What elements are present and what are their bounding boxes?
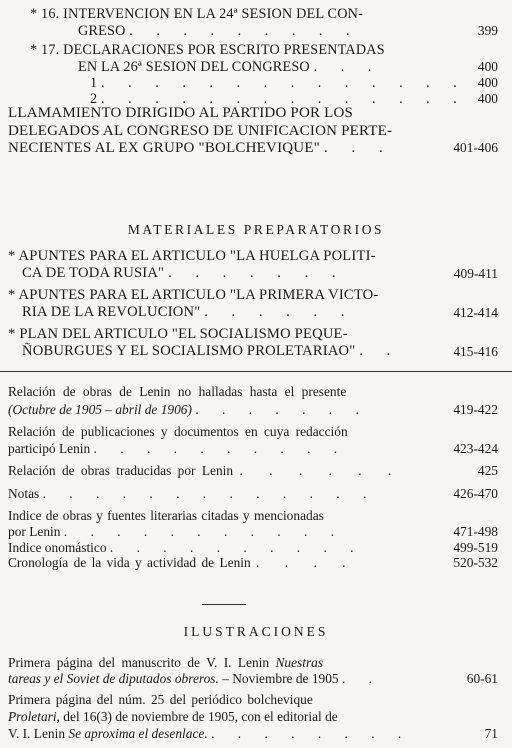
entry-title: * PLAN DEL ARTICULO "EL SOCIALISMO PEQUE- [8,326,348,342]
entry-title: * APUNTES PARA EL ARTICULO "LA PRIMERA VICTO- [8,287,379,303]
entry-title: Notas . . . . . . . . . . . . . [8,486,377,501]
entry-title-cont: EN LA 26ª SESION DEL CONGRESO . . . [78,59,382,75]
entry-title-cont: participó Lenin . . . . . . . . . . [8,441,348,456]
page-number: 471-498 [453,524,498,539]
page-number: 520-532 [453,555,498,570]
page-number: 400 [477,59,498,74]
page-number: 412-414 [453,305,498,320]
page-number: 71 [484,726,498,741]
page-number: 409-411 [453,266,498,281]
entry-title-cont: DELEGADOS AL CONGRESO DE UNIFICACION PERTE- [8,123,393,139]
entry-title: * 17. DECLARACIONES POR ESCRITO PRESENTADAS [30,42,385,58]
entry-title-cont: NECIENTES AL EX GRUPO "BOLCHEVIQUE" . . . [8,140,393,156]
entry-title: * APUNTES PARA EL ARTICULO "LA HUELGA POLITI- [8,248,376,264]
entry-title: * 16. INTERVENCION EN LA 24ª SESION DEL CON- [30,6,364,22]
entry-title: Indice de obras y fuentes literarias citadas y mencionadas [8,508,324,523]
entry-title-cont: tareas y el Soviet de diputados obreros. – Noviembre de 1905 . . [8,671,383,686]
divider [0,371,512,372]
entry-title: Cronología de la vida y actividad de Lenin . . . . [8,555,356,570]
entry-title: Primera página del manuscrito de V. I. Lenin Nuestras [8,655,324,670]
entry-title-cont: Proletari, del 16(3) de noviembre de 1905, con el editorial de [8,709,338,724]
entry-title: 1 . . . . . . . . . . . . . . [90,75,467,91]
entry-title-cont: V. I. Lenin Se aproxima el desenlace. . . . . . . . . [8,726,412,741]
page-number: 425 [477,463,498,478]
entry-title-cont: RIA DE LA REVOLUCION" . . . . . . [22,304,355,320]
entry-title: Relación de publicaciones y documentos en cuya redacción [8,424,348,439]
page-number: 415-416 [453,344,498,359]
entry-title-cont: GRESO . . . . . . . . . [78,23,360,39]
entry-title: Relación de obras traducidas por Lenin . . . . . . [8,463,402,478]
entry-title: 2 . . . . . . . . . . . . . . [90,91,467,107]
short-divider [202,604,246,605]
entry-title: LLAMAMIENTO DIRIGIDO AL PARTIDO POR LOS [8,105,354,121]
entry-title-cont: CA DE TODA RUSIA" . . . . . . . [22,265,346,281]
entry-title: Relación de obras de Lenin no halladas hasta el presente [8,384,347,399]
page-number: 399 [477,23,498,38]
entry-title: Primera página del núm. 25 del periódico bolchevique [8,692,313,707]
entry-title-cont: (Octubre de 1905 – abril de 1906) . . . . . . . [8,402,369,417]
page-number: 400 [477,91,498,106]
page-number: 401-406 [453,140,498,155]
page-number: 60-61 [466,671,498,686]
page-number: 400 [477,75,498,90]
entry-title: Indice onomástico . . . . . . . . . . [8,540,364,555]
entry-title-cont: ÑOBURGUES Y EL SOCIALISMO PROLETARIAO" . . [22,343,401,359]
section-heading-ilustraciones: ILUSTRACIONES [183,624,329,639]
entry-title-cont: por Lenin . . . . . . . . . . . [8,524,345,539]
page-number: 426-470 [453,486,498,501]
section-heading-materiales: MATERIALES PREPARATORIOS [127,222,385,237]
page-number: 419-422 [453,402,498,417]
page-number: 499-519 [453,540,498,555]
page-number: 423-424 [453,441,498,456]
